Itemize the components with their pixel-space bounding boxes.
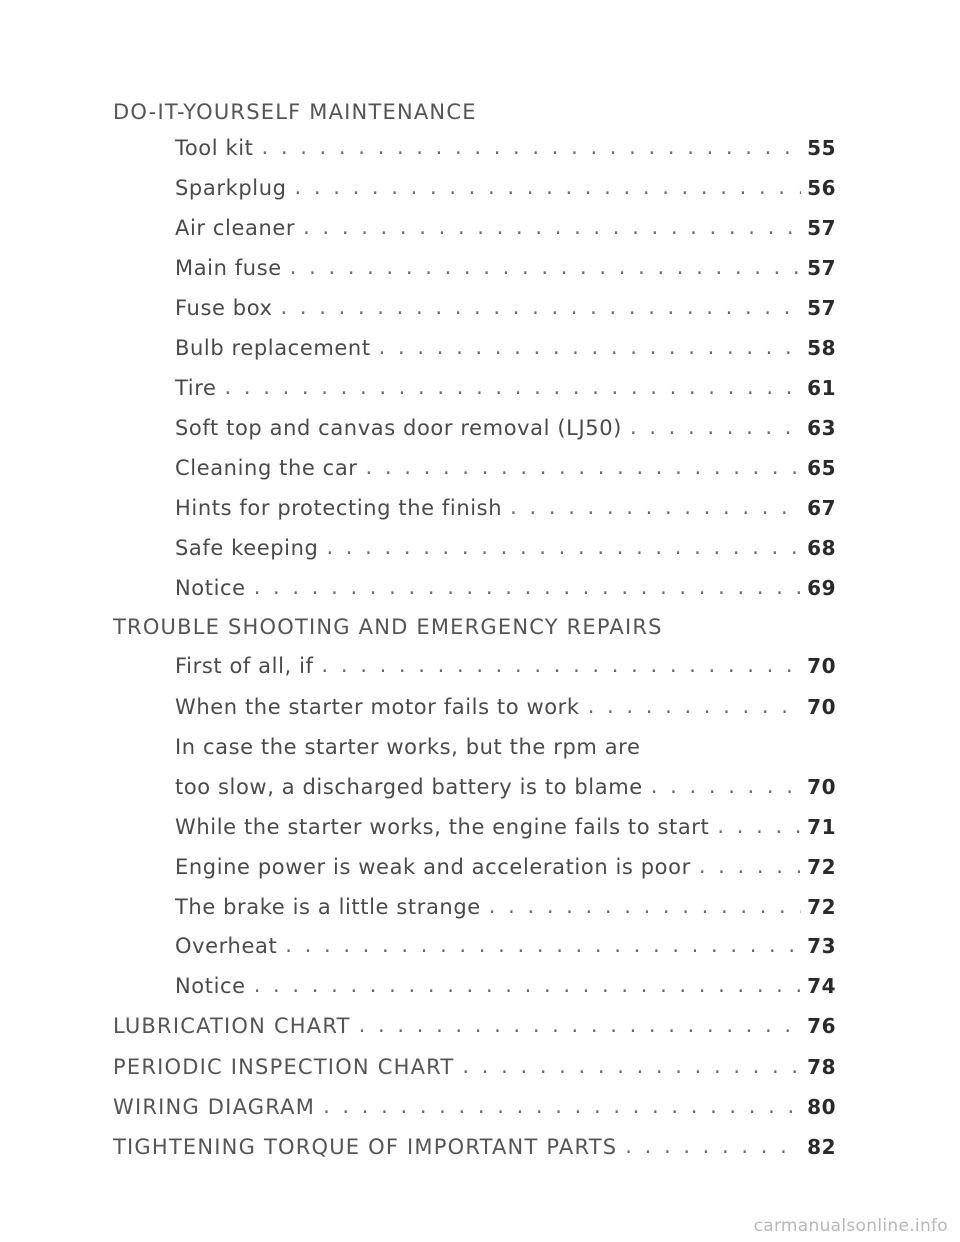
toc-entry-label: Main fuse	[175, 256, 282, 280]
toc-entry-label: WIRING DIAGRAM	[113, 1095, 316, 1119]
toc-entry-page: 70	[807, 654, 836, 678]
dot-leader	[303, 215, 801, 240]
toc-entry-page: 72	[807, 855, 836, 879]
toc-entry-label: Bulb replacement	[175, 336, 371, 360]
toc-top-entry	[113, 1002, 836, 1038]
dot-leader	[717, 814, 801, 839]
toc-entry-label: PERIODIC INSPECTION CHART	[113, 1055, 455, 1079]
dot-leader	[295, 175, 802, 200]
toc-entry-page: 74	[807, 974, 836, 998]
toc-entry	[175, 164, 836, 200]
dot-leader	[322, 653, 802, 678]
dot-leader	[262, 135, 802, 160]
dot-leader	[588, 694, 801, 719]
toc-entry	[175, 324, 836, 360]
dot-leader	[625, 1134, 801, 1159]
toc-entry	[175, 642, 836, 678]
watermark: carmanualsonline.info	[753, 1216, 948, 1236]
dot-leader	[651, 774, 801, 799]
toc-entry-label: too slow, a discharged battery is to blame	[175, 775, 643, 799]
toc-entry-label: Tool kit	[175, 136, 254, 160]
toc-entry-label: When the starter motor fails to work	[175, 695, 580, 719]
toc-entry-page: 56	[807, 176, 836, 200]
toc-entry-label: Sparkplug	[175, 176, 287, 200]
toc-entry	[175, 284, 836, 320]
toc-entry-label: Soft top and canvas door removal (LJ50)	[175, 416, 622, 440]
toc-entry-page: 70	[807, 695, 836, 719]
toc-entry-label: Cleaning the car	[175, 456, 358, 480]
toc-entry	[175, 962, 836, 998]
dot-leader	[699, 854, 801, 879]
toc-entry-page: 71	[807, 815, 836, 839]
toc-entry	[175, 404, 836, 440]
toc-entry	[175, 803, 836, 839]
toc-entry-label: While the starter works, the engine fails to start	[175, 815, 710, 839]
toc-top-entry	[113, 1043, 836, 1079]
toc-entry-label: First of all, if	[175, 654, 314, 678]
toc-entry-label: TIGHTENING TORQUE OF IMPORTANT PARTS	[113, 1135, 618, 1159]
toc-entry	[175, 484, 836, 520]
toc-top-entry	[113, 1083, 836, 1119]
toc-entry-label: Overheat	[175, 934, 278, 958]
toc-entry-page: 55	[807, 136, 836, 160]
toc-entry-page: 57	[807, 296, 836, 320]
dot-leader	[285, 933, 801, 958]
toc-entry-page: 69	[807, 576, 836, 600]
toc-entry	[175, 922, 836, 958]
toc-top-entry	[113, 1123, 836, 1159]
toc-entry-label: Engine power is weak and acceleration is poor	[175, 855, 691, 879]
toc-entry-page: 70	[807, 775, 836, 799]
toc-entry-continued	[175, 723, 648, 759]
dot-leader	[630, 415, 801, 440]
toc-entry-page: 68	[807, 536, 836, 560]
toc-entry-page: 78	[807, 1055, 836, 1079]
toc-entry-label: Notice	[175, 576, 246, 600]
toc-entry	[175, 124, 836, 160]
toc-entry	[175, 244, 836, 280]
dot-leader	[323, 1094, 801, 1119]
toc-entry-page: 73	[807, 934, 836, 958]
dot-leader	[281, 295, 802, 320]
toc-entry	[175, 843, 836, 879]
toc-entry-page: 82	[807, 1135, 836, 1159]
section-title: TROUBLE SHOOTING AND EMERGENCY REPAIRS	[113, 615, 663, 639]
toc-entry-page: 61	[807, 376, 836, 400]
toc-entry	[175, 564, 836, 600]
toc-entry-label: Air cleaner	[175, 216, 296, 240]
dot-leader	[489, 894, 801, 919]
toc-entry-page: 80	[807, 1095, 836, 1119]
toc-entry	[175, 763, 836, 799]
toc-entry-label: In case the starter works, but the rpm are	[175, 735, 641, 759]
toc-entry	[175, 883, 836, 919]
dot-leader	[462, 1054, 801, 1079]
section-heading-maintenance	[113, 88, 485, 124]
toc-entry-label: LUBRICATION CHART	[113, 1014, 351, 1038]
toc-entry-label: Hints for protecting the finish	[175, 496, 503, 520]
toc-entry-page: 57	[807, 256, 836, 280]
toc-entry	[175, 204, 836, 240]
toc-entry-page: 58	[807, 336, 836, 360]
section-heading-trouble-shooting	[113, 603, 671, 639]
dot-leader	[290, 255, 801, 280]
dot-leader	[366, 455, 802, 480]
toc-entry-label: Safe keeping	[175, 536, 319, 560]
toc-entry	[175, 364, 836, 400]
section-title: DO-IT-YOURSELF MAINTENANCE	[113, 100, 477, 124]
toc-entry-label: The brake is a little strange	[175, 895, 481, 919]
toc-entry-label: Tire	[175, 376, 217, 400]
toc-entry	[175, 683, 836, 719]
toc-entry	[175, 524, 836, 560]
dot-leader	[359, 1013, 801, 1038]
dot-leader	[254, 575, 801, 600]
dot-leader	[225, 375, 802, 400]
dot-leader	[510, 495, 801, 520]
toc-entry-label: Notice	[175, 974, 246, 998]
toc-entry-page: 67	[807, 496, 836, 520]
dot-leader	[254, 973, 801, 998]
toc-entry-page: 65	[807, 456, 836, 480]
toc-entry-page: 57	[807, 216, 836, 240]
toc-entry	[175, 444, 836, 480]
toc-entry-page: 63	[807, 416, 836, 440]
toc-entry-label: Fuse box	[175, 296, 273, 320]
toc-entry-page: 72	[807, 895, 836, 919]
dot-leader	[379, 335, 801, 360]
dot-leader	[326, 535, 801, 560]
toc-entry-page: 76	[807, 1014, 836, 1038]
